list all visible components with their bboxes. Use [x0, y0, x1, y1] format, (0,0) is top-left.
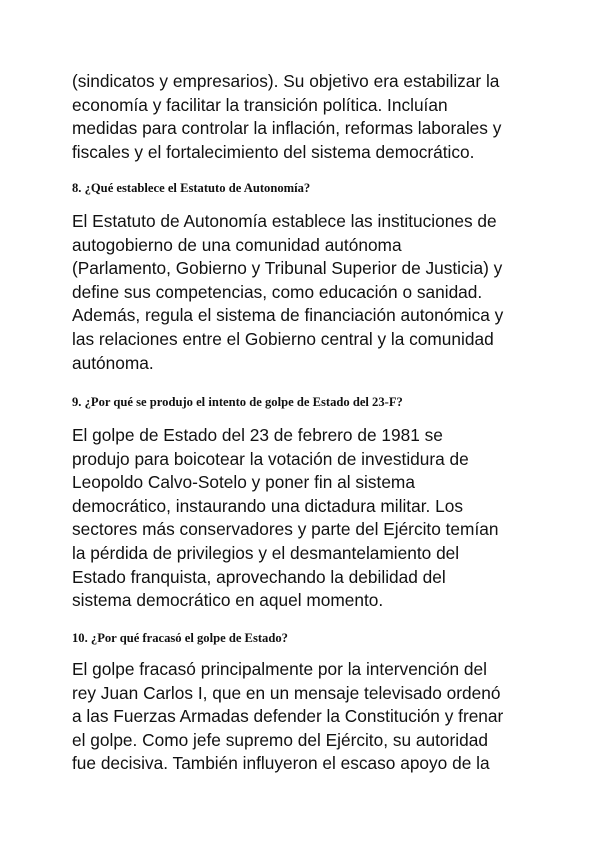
text-line: El golpe fracasó principalmente por la intervención del: [72, 659, 487, 679]
text-line: rey Juan Carlos I, que en un mensaje televisado ordenó: [72, 682, 501, 703]
text-line: el golpe. Como jefe supremo del Ejército, su autoridad: [72, 729, 488, 750]
answer-10-paragraph: [72, 658, 542, 776]
text-line: autónoma.: [72, 352, 154, 373]
text-line: medidas para controlar la inflación, reformas laborales y: [72, 118, 502, 139]
text-line: democrático, instaurando una dictadura militar. Los: [72, 495, 463, 516]
text-line: (Parlamento, Gobierno y Tribunal Superior de Justicia) y: [72, 258, 503, 279]
question-9-heading: 9. ¿Por qué se produjo el intento de golpe de Estado del 23-F?: [72, 395, 403, 409]
text-line: sectores más conservadores y parte del Ejército temían: [72, 519, 499, 540]
text-line: economía y facilitar la transición política. Incluían: [72, 94, 448, 115]
question-10-heading: 10. ¿Por qué fracasó el golpe de Estado?: [72, 631, 288, 645]
text-line: a las Fuerzas Armadas defender la Constitución y frenar: [72, 706, 504, 727]
text-line: la pérdida de privilegios y el desmantelamiento del: [72, 542, 460, 563]
text-line: El golpe de Estado del 23 de febrero de 1981 se: [72, 425, 443, 445]
text-line: Estado franquista, aprovechando la debilidad del: [72, 566, 446, 587]
text-line: las relaciones entre el Gobierno central y la comunidad: [72, 328, 494, 349]
text-line: define sus competencias, como educación o sanidad.: [72, 281, 483, 302]
text-line: produjo para boicotear la votación de investidura de: [72, 448, 469, 469]
text-line: El Estatuto de Autonomía establece las instituciones de: [72, 211, 497, 231]
text-line: fue decisiva. También influyeron el escaso apoyo de la: [72, 753, 490, 774]
question-8-heading: 8. ¿Qué establece el Estatuto de Autonomía?: [72, 181, 311, 195]
answer-7-continuation: [72, 70, 542, 164]
text-line: fiscales y el fortalecimiento del sistema democrático.: [72, 141, 475, 162]
text-line: (sindicatos y empresarios). Su objetivo era estabilizar la: [72, 71, 500, 91]
text-line: Leopoldo Calvo-Sotelo y poner fin al sistema: [72, 472, 415, 493]
text-line: sistema democrático en aquel momento.: [72, 590, 384, 611]
answer-8-paragraph: [72, 210, 542, 375]
text-line: autogobierno de una comunidad autónoma: [72, 234, 402, 255]
answer-9-paragraph: [72, 424, 542, 613]
text-line: Además, regula el sistema de financiación autonómica y: [72, 305, 504, 326]
